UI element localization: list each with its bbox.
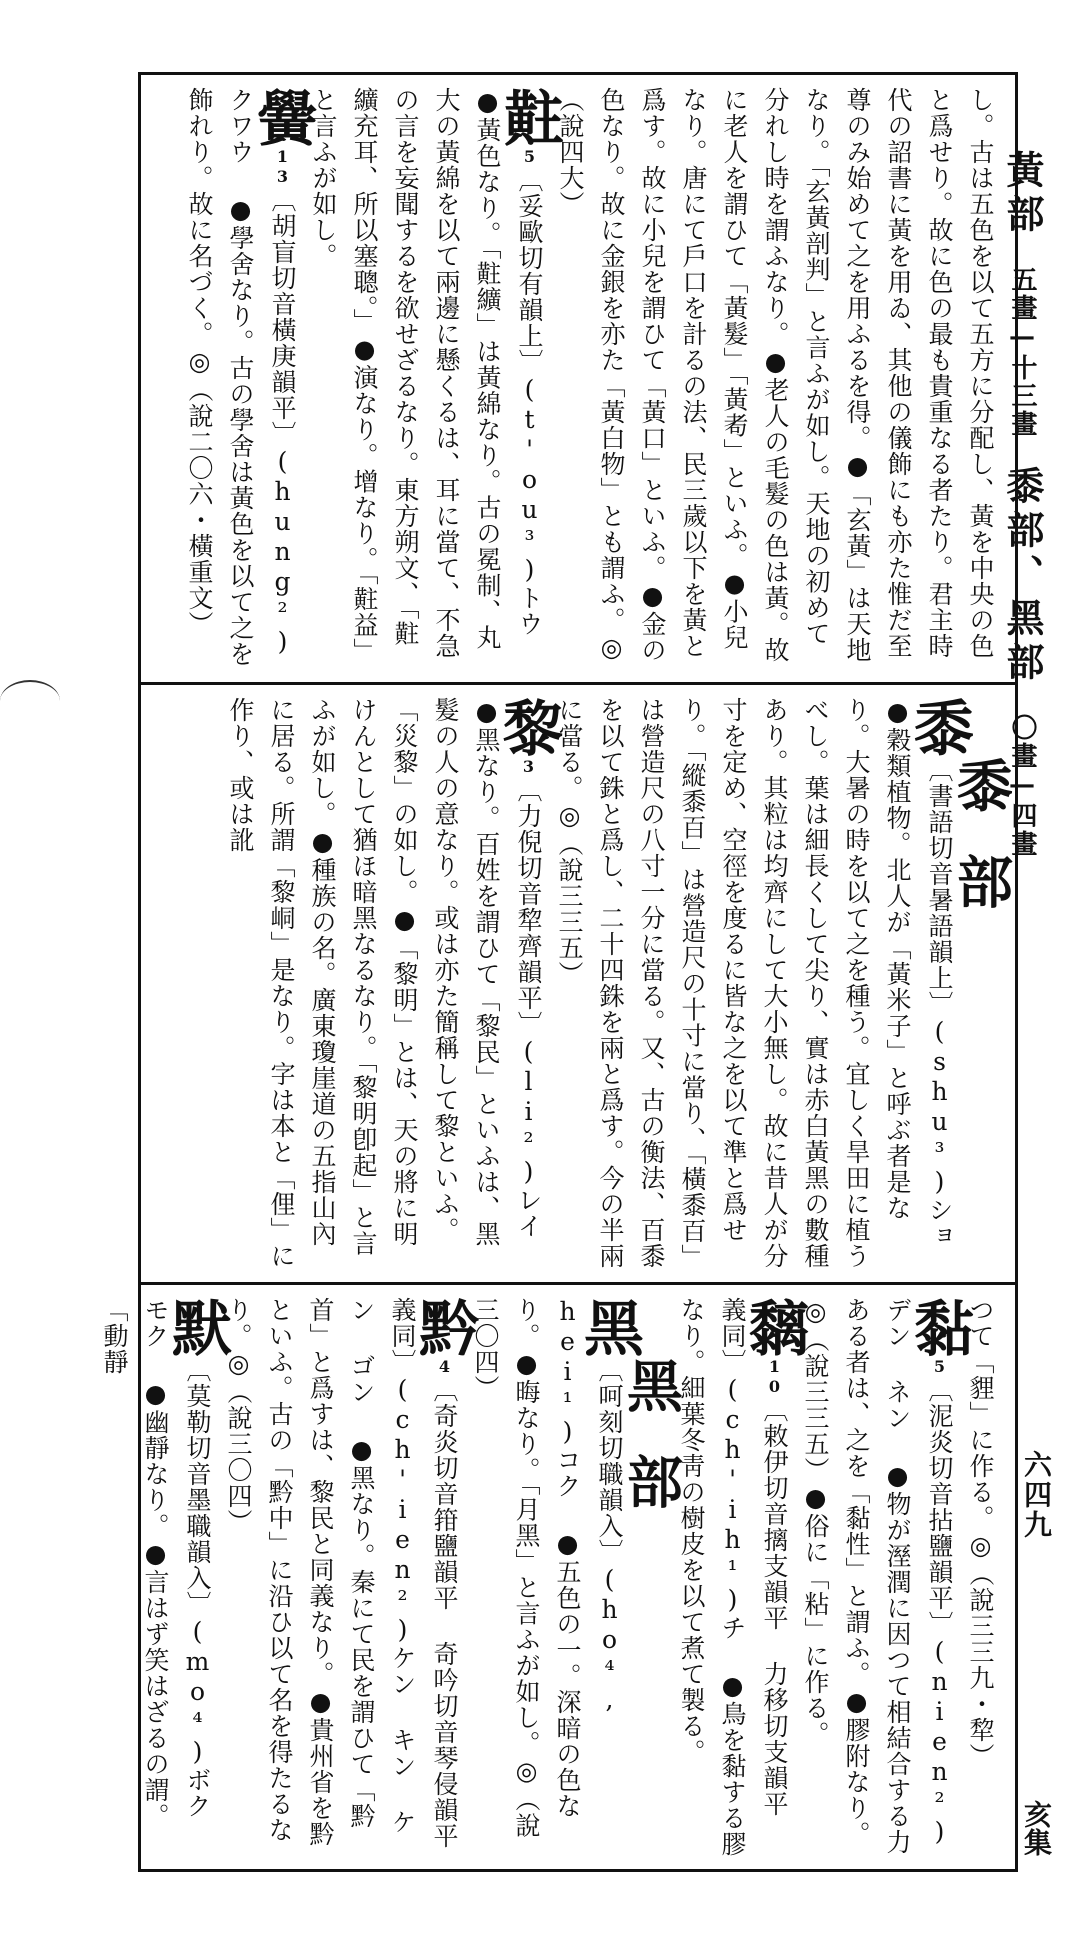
- stroke-count: 10: [765, 1357, 784, 1397]
- headword: 默: [162, 1297, 232, 1357]
- headword: 黌: [247, 87, 317, 147]
- scan-artifact: [0, 680, 60, 722]
- section-title: 黍部: [948, 757, 1014, 949]
- band-3-text: [100, 1297, 1001, 1857]
- running-head-section-2: 黍部、黑部: [1000, 466, 1045, 686]
- entry-definition: 〔胡盲切音橫庚韻平〕(hung²)クワウ ●學舍なり。古の學舍は黃色を以て之を飾れり。故に名づく。◎（說二〇六・橫重文）: [185, 87, 297, 667]
- headword: 黈: [494, 87, 564, 147]
- band-1-text: [155, 87, 1001, 670]
- running-head-range-1: 五畫—十三畫: [1007, 266, 1037, 438]
- entry-definition: 〔莫勒切音墨職韻入〕(mo⁴)ボク モク ●幽靜なり。●言はず笑はざるの謂。「動靜: [100, 1297, 212, 1829]
- dictionary-entry: [671, 1297, 809, 1857]
- entry-definition: 〔妥歐切有韻上〕(t'ou³)トウ ●黃色なり。「黈纊」は黃綿なり。古の冕制、丸大の黃綿を以て兩邊に懸くるは、耳に當て、不急の言を妄聞するを欲せざるなり。東方朔文、「黈纊充耳、所以塞聰。」●演なり。增なり。「黈益」と言ふが如し。: [309, 87, 544, 664]
- dictionary-entry: [94, 1297, 232, 1857]
- stroke-count: 4: [435, 1357, 454, 1377]
- dictionary-entry: [465, 1297, 644, 1857]
- section-title: 黑部: [618, 1357, 684, 1549]
- headword: 黑: [574, 1297, 644, 1357]
- running-head-range-2: 〇畫—四畫: [1007, 714, 1037, 858]
- stroke-count: 5: [520, 147, 539, 167]
- stroke-count: 3: [519, 757, 538, 777]
- collection-label: 亥集: [1020, 1800, 1053, 1856]
- headword: 黍: [904, 697, 974, 757]
- entry-definition: 〔泥炎切音拈鹽韻平〕(nien²)デン ネン ●物が溼潤に因つて相結合する力ある者は、之を「黏性」と謂ふ。●膠附なり。◎（說三三五）●俗に「粘」に作る。: [801, 1297, 954, 1855]
- stroke-count: 13: [273, 147, 292, 187]
- dictionary-entry: [795, 1297, 974, 1857]
- dictionary-entry: [218, 1297, 479, 1857]
- dictionary-entry: [179, 87, 317, 670]
- headword: 黔: [409, 1297, 479, 1357]
- dictionary-entry: [549, 697, 974, 1270]
- entry-definition: 〔力倪切音犂齊韻平〕(li²)レイ ●黑なり。百姓を謂ひて「黎民」といふは、黑髮の人の意なり。或は亦た簡稱して黎といふ。「災黎」の如し。●「黎明」とは、天の將に明けんとして猶ほ暗黑なるなり。「黎明卽起」と言ふが如し。●種族の名。廣東瓊崖道の五指山內に居る。所謂「黎峒」是なり。字は本と「俚」に作り、或は訛: [226, 697, 543, 1269]
- dictionary-entry: [303, 87, 564, 670]
- page-number: 六四九: [1020, 1450, 1053, 1540]
- band-1: [141, 75, 1015, 685]
- dictionary-entry: [220, 697, 563, 1270]
- entry-definition: 〔奇炎切音箝鹽韻平 奇吟切音琴侵韻平 義同〕(ch'ien²)ケン キン ケン ゴン ●黑なり。秦にて民を謂ひて「黔首」と爲すは、黎民と同義なり。●貴州省を黔といふ。古の「黔中」に沿ひ以て名を得たるなり。◎（說三〇四）: [224, 1297, 459, 1849]
- headword: 黎: [493, 697, 563, 757]
- continuation-text: つて「貍」に作る。◎（說三三九・犂）: [966, 1297, 995, 1769]
- continuation-text: し。古は五色を以て五方に分配し、黃を中央の色と爲せり。故に色の最も貴重なる者たり。君主時代の詔書に黃を用ゐ、其他の儀飾にも亦た惟だ至尊のみ始めて之を用ふるを得。●「玄黃」は天地なり。「玄黃剖判」と言ふが如し。天地の初めて分れし時を謂ふなり。●老人の毛髮の色は黃。故に老人を謂ひて「黃髮」「黃耇」といふ。●小兒なり。唐にて戶口を計るの法、民三歲以下を黃と爲す。故に小兒を謂ひて「黃口」といふ。●金の色なり。故に金銀を亦た「黃白物」とも謂ふ。◎（說四大）: [556, 87, 995, 663]
- band-2-text: [155, 697, 1014, 1270]
- entry-definition: 〔書語切音暑語韻上〕(shu³)ショ ●穀類植物。北人が「黃米子」と呼ぶ者是なり。大暑の時を以て之を種う。宜しく旱田に植うべし。葉は細長くして尖り、實は赤白黃黑の數種あり。其粒は均齊にして大小無し。故に昔人が分寸を定め、空徑を度るに皆な之を以て準と爲せり。「縱黍百」は營造尺の十寸に當り、「橫黍百」は營造尺の八寸一分に當る。又、古の衡法、百黍を以て銖と爲し、二十四銖を兩と爲す。今の半兩に當る。◎（說三三五）: [555, 697, 954, 1270]
- band-3: [100, 1285, 1015, 1869]
- running-head-section-1: 黃部: [1000, 150, 1045, 238]
- entry-definition: 〔呵刻切職韻入〕(ho⁴, hei¹)コク ●五色の一。深暗の色なり。●晦なり。「月黑」と言ふが如し。◎（說三〇四）: [471, 1297, 624, 1839]
- entry-definition: 〔敕伊切音摛支韻平 力移切支韻平 義同〕(ch'ih¹)チ ●鳥を黏する膠なり。細葉冬靑の樹皮を以て煮て製る。: [677, 1297, 789, 1857]
- headword: 黏: [904, 1297, 974, 1357]
- headword: 黐: [739, 1297, 809, 1357]
- band-2: [141, 685, 1015, 1285]
- text-frame: [100, 72, 1018, 1872]
- stroke-count: 5: [930, 1357, 949, 1377]
